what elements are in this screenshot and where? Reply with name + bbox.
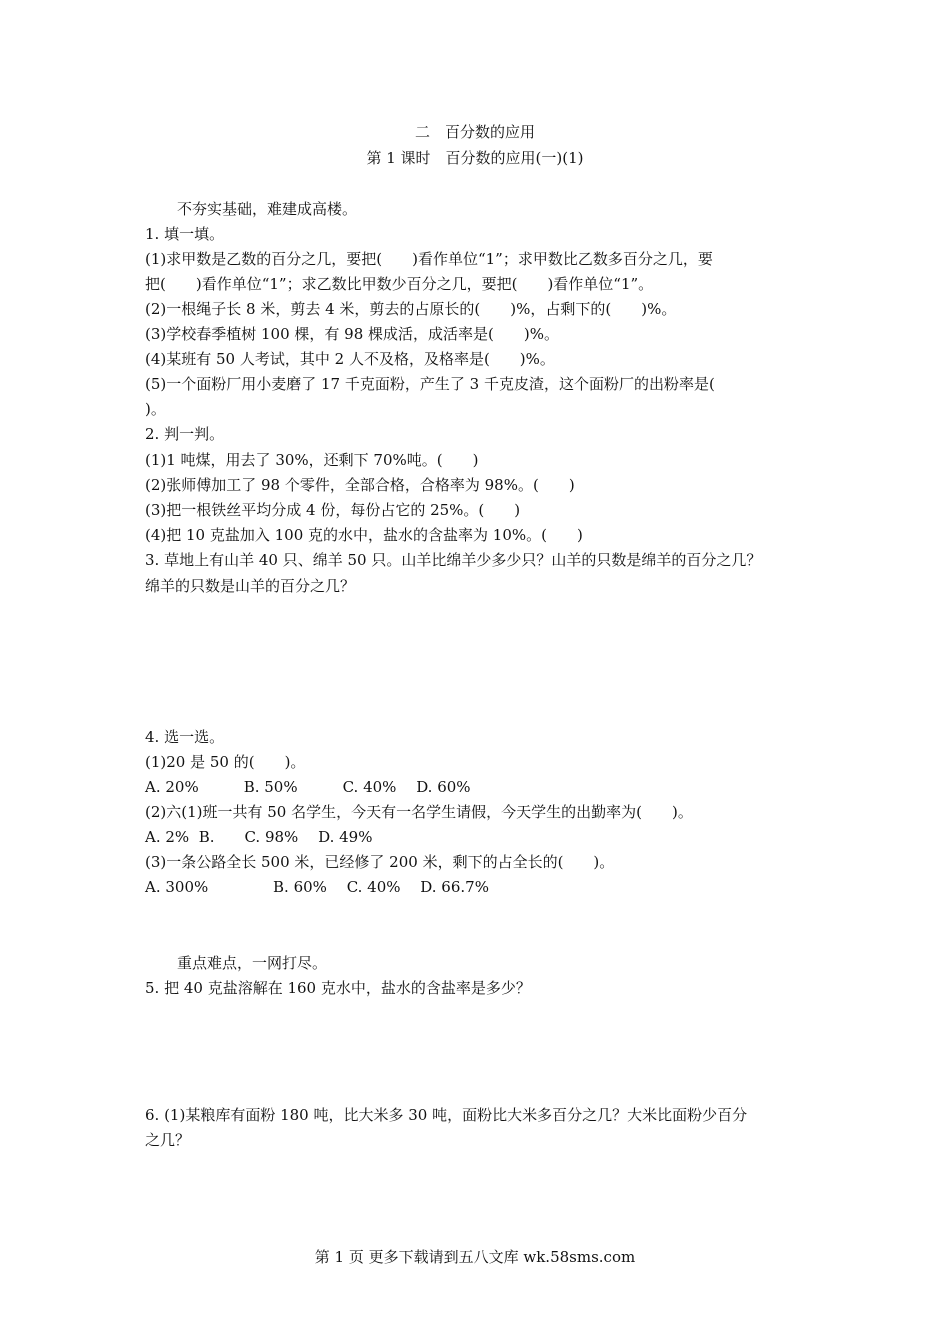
- q6-line: 6. (1)某粮库有面粉 180 吨，比大米多 30 吨，面粉比大米多百分之几？大米比面粉少百分: [145, 1106, 748, 1124]
- q2-line: (3)把一根铁丝平均分成 4 份，每份占它的 25%。( ): [145, 501, 521, 519]
- q1-line: )。: [145, 400, 166, 418]
- section-motto-basic: 不夯实基础，难建成高楼。: [177, 200, 358, 218]
- q1-line: (4)某班有 50 人考试，其中 2 人不及格，及格率是( )%。: [145, 350, 555, 368]
- chapter-title: 二 百分数的应用: [414, 123, 535, 141]
- q1-line: (2)一根绳子长 8 米，剪去 4 米，剪去的占原长的( )%，占剩下的( )%。: [145, 300, 677, 318]
- q4-question: (2)六(1)班一共有 50 名学生，今天有一名学生请假，今天学生的出勤率为( )。: [145, 803, 693, 821]
- q2-heading: 2. 判一判。: [145, 425, 225, 443]
- q6-line: 之几？: [145, 1131, 191, 1149]
- q2-line: (4)把 10 克盐加入 100 克的水中，盐水的含盐率为 10%。( ): [145, 526, 583, 544]
- q4-options: A. 2% B. C. 98% D. 49%: [145, 828, 373, 846]
- q5-line: 5. 把 40 克盐溶解在 160 克水中，盐水的含盐率是多少？: [145, 979, 531, 997]
- q2-line: (1)1 吨煤，用去了 30%，还剩下 70%吨。( ): [145, 451, 479, 469]
- q4-question: (1)20 是 50 的( )。: [145, 753, 306, 771]
- lesson-title: 第 1 课时 百分数的应用(一)(1): [366, 149, 584, 167]
- section-motto-key: 重点难点，一网打尽。: [177, 954, 328, 972]
- q1-line: (1)求甲数是乙数的百分之几，要把( )看作单位“1”；求甲数比乙数多百分之几，要: [145, 250, 713, 268]
- q2-line: (2)张师傅加工了 98 个零件，全部合格，合格率为 98%。( ): [145, 476, 575, 494]
- page-footer: 第 1 页 更多下载请到五八文库 wk.58sms.com: [314, 1248, 636, 1266]
- q4-heading: 4. 选一选。: [145, 728, 225, 746]
- q3-line: 绵羊的只数是山羊的百分之几？: [145, 577, 356, 595]
- q4-options: A. 300% B. 60% C. 40% D. 66.7%: [145, 878, 489, 896]
- q1-heading: 1. 填一填。: [145, 225, 225, 243]
- q4-options: A. 20% B. 50% C. 40% D. 60%: [145, 778, 471, 796]
- q1-line: 把( )看作单位“1”；求乙数比甲数少百分之几，要把( )看作单位“1”。: [145, 275, 654, 293]
- q4-question: (3)一条公路全长 500 米，已经修了 200 米，剩下的占全长的( )。: [145, 853, 615, 871]
- q3-line: 3. 草地上有山羊 40 只、绵羊 50 只。山羊比绵羊少多少只？山羊的只数是绵羊的百分之几？: [145, 551, 762, 569]
- q1-line: (3)学校春季植树 100 棵，有 98 棵成活，成活率是( )%。: [145, 325, 559, 343]
- q1-line: (5)一个面粉厂用小麦磨了 17 千克面粉，产生了 3 千克皮渣，这个面粉厂的出粉率是(: [145, 375, 715, 393]
